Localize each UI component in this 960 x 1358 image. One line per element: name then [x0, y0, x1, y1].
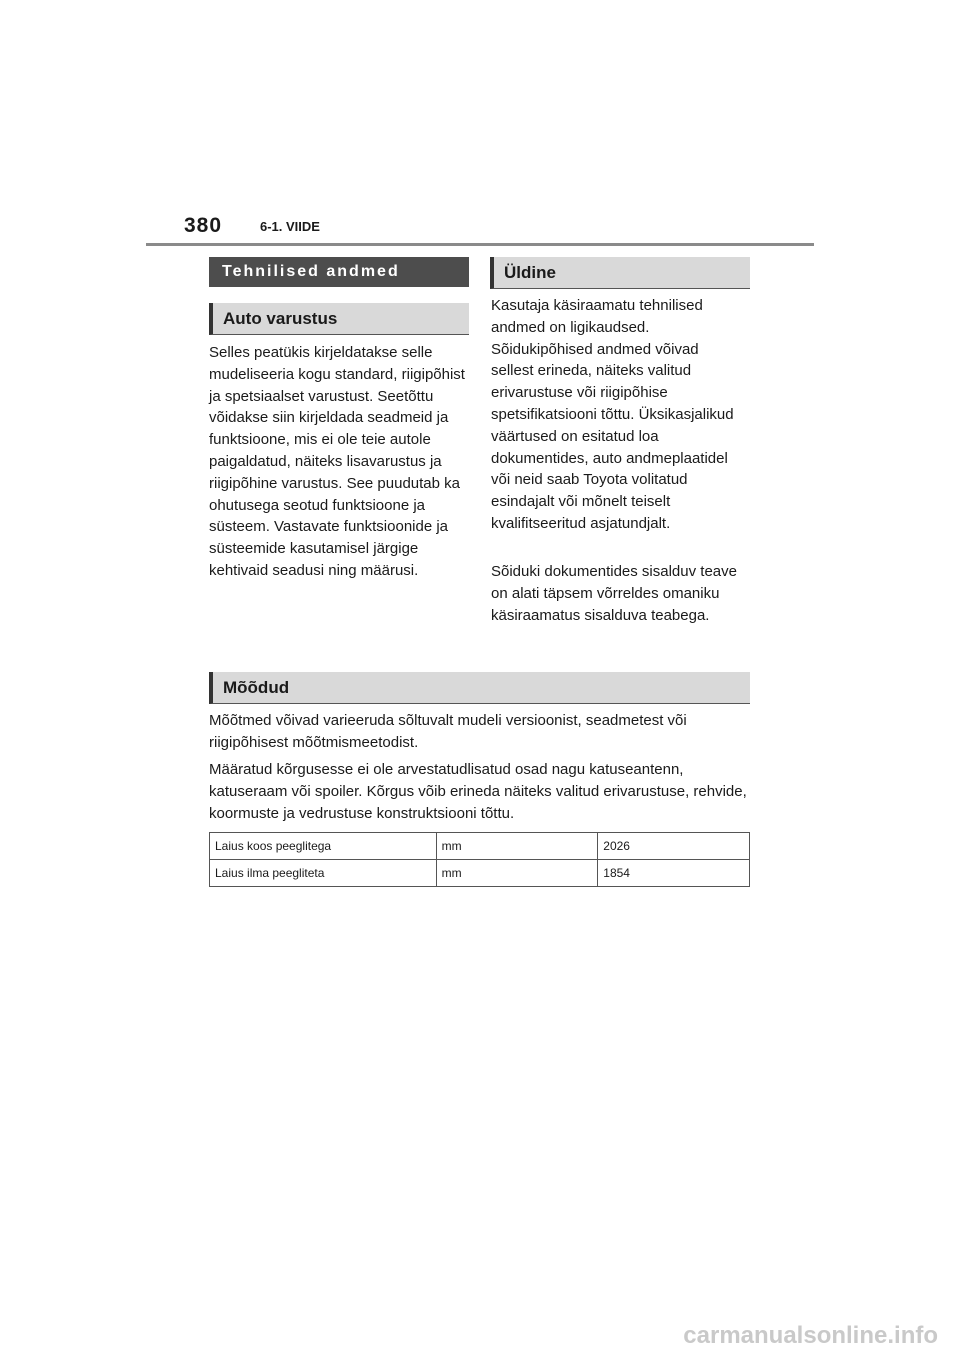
table-cell-value: 1854	[598, 860, 750, 887]
table-cell-label: Laius ilma peegliteta	[210, 860, 437, 887]
table-cell-unit: mm	[436, 860, 598, 887]
auto-varustus-text: Selles peatükis kirjeldatakse selle mudeliseeria kogu standard, riigipõhist ja spetsiaalset varustust. Seetõttu võidakse siin kirjeldada seadmeid ja funktsioone, mis ei ole teie autole paigaldatud, näiteks lisavarustus ja riigipõhine varustus. See puudutab ka ohutusega seotud funktsioone ja süsteem. Vastavate funktsioonide ja süsteemide kasutamisel järgige kehtivaid seadusi ning määrusi.	[209, 344, 465, 579]
watermark-logo: carmanualsonline.info	[683, 1322, 938, 1349]
moodud-text-1: Mõõtmed võivad varieeruda sõltuvalt mudeli versioonist, seadmetest või riigipõhisest mõõtmismeetodist.	[209, 712, 687, 751]
header-divider	[146, 243, 814, 246]
section-label: 6-1. VIIDE	[260, 219, 320, 234]
heading-uldine: Üldine	[490, 257, 750, 289]
table-cell-value: 2026	[598, 833, 750, 860]
dimensions-table	[209, 832, 750, 887]
table-cell-label: Laius koos peeglitega	[210, 833, 437, 860]
table-row	[210, 833, 750, 860]
heading-moodud: Mõõdud	[209, 672, 750, 704]
section-banner: Tehnilised andmed	[209, 257, 469, 287]
heading-auto-varustus: Auto varustus	[209, 303, 469, 335]
moodud-text-2: Määratud kõrgusesse ei ole arvestatudlisatud osad nagu katuseantenn, katuseraam või spoiler. Kõrgus võib erineda näiteks valitud erivarustuse, rehvide, koormuste ja vedrustuse konstruktsiooni tõttu.	[209, 761, 747, 822]
uldine-text-2: Sõiduki dokumentides sisalduv teave on alati täpsem võrreldes omaniku käsiraamatus sisalduva teabega.	[491, 563, 737, 624]
page-number: 380	[184, 214, 223, 237]
uldine-text-1: Kasutaja käsiraamatu tehnilised andmed on ligikaudsed. Sõidukipõhised andmed võivad sellest erineda, näiteks valitud erivarustuse või riigipõhise spetsifikatsiooni tõttu. Üksikasjalikud väärtused on esitatud loa dokumentides, auto andmeplaatidel või neid saab Toyota volitatud esindajalt või mõnelt teiselt kvalifitseeritud asjatundjalt.	[491, 297, 734, 532]
table-row	[210, 860, 750, 887]
table-cell-unit: mm	[436, 833, 598, 860]
